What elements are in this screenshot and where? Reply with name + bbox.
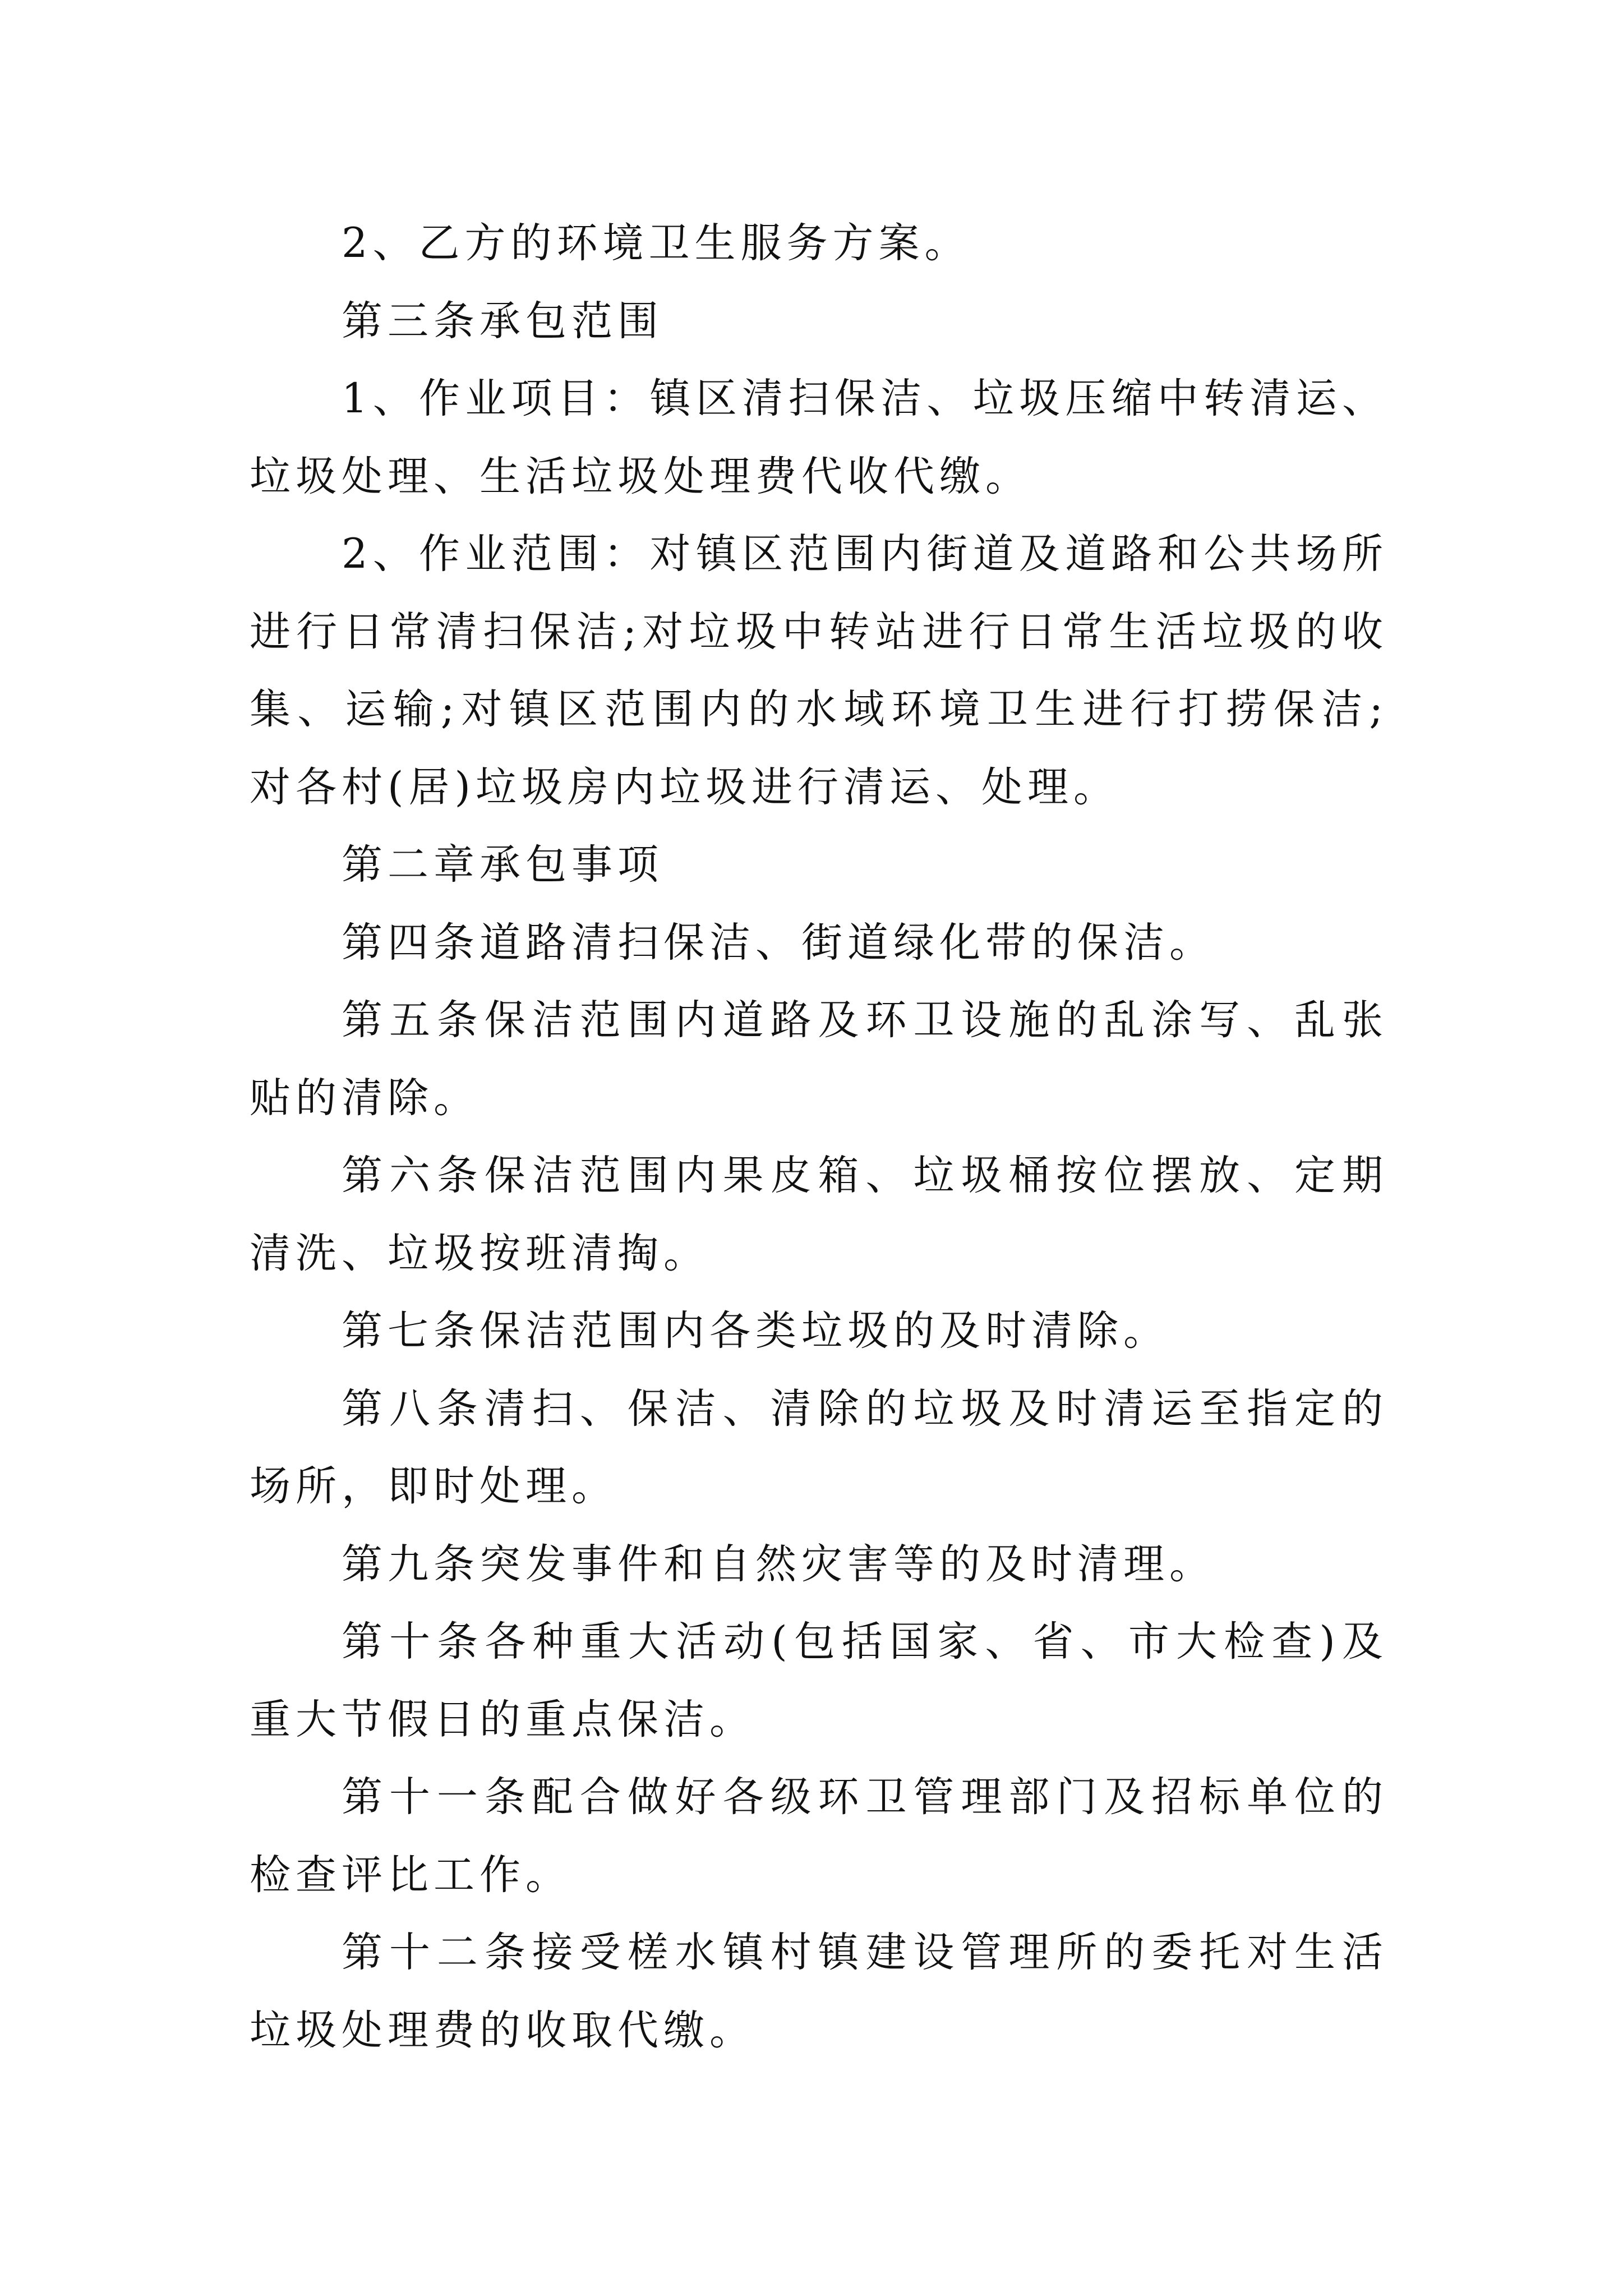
article: 第七条保洁范围内各类垃圾的及时清除。 <box>342 1307 1169 1355</box>
article: 第九条突发事件和自然灾害等的及时清理。 <box>342 1540 1215 1588</box>
article: 第八条清扫、保洁、清除的垃圾及时清运至指定的场所，即时处理。 <box>250 1384 1388 1510</box>
chapter-heading: 第二章承包事项 <box>342 841 663 889</box>
article: 第十条各种重大活动(包括国家、省、市大检查)及重大节假日的重点保洁。 <box>250 1618 1388 1743</box>
article: 第六条保洁范围内果皮箱、垃圾桶按位摆放、定期清洗、垃圾按班清掏。 <box>250 1152 1388 1277</box>
article: 第五条保洁范围内道路及环卫设施的乱涂写、乱张贴的清除。 <box>250 996 1388 1122</box>
document-body <box>250 205 1388 2069</box>
article: 第四条道路清扫保洁、街道绿化带的保洁。 <box>342 918 1215 967</box>
section-heading: 第三条承包范围 <box>342 297 663 345</box>
article: 第十一条配合做好各级环卫管理部门及招标单位的检查评比工作。 <box>250 1773 1388 1899</box>
paragraph: 2、乙方的环境卫生服务方案。 <box>342 219 971 267</box>
paragraph: 1、作业项目：镇区清扫保洁、垃圾压缩中转清运、垃圾处理、生活垃圾处理费代收代缴。 <box>250 375 1388 500</box>
paragraph: 2、作业范围：对镇区范围内街道及道路和公共场所进行日常清扫保洁;对垃圾中转站进行日常生活垃圾的收集、运输;对镇区范围内的水域环境卫生进行打捞保洁;对各村(居)垃圾房内垃圾进行清运、处理。 <box>250 530 1388 811</box>
article: 第十二条接受槎水镇村镇建设管理所的委托对生活垃圾处理费的收取代缴。 <box>250 1929 1388 2054</box>
